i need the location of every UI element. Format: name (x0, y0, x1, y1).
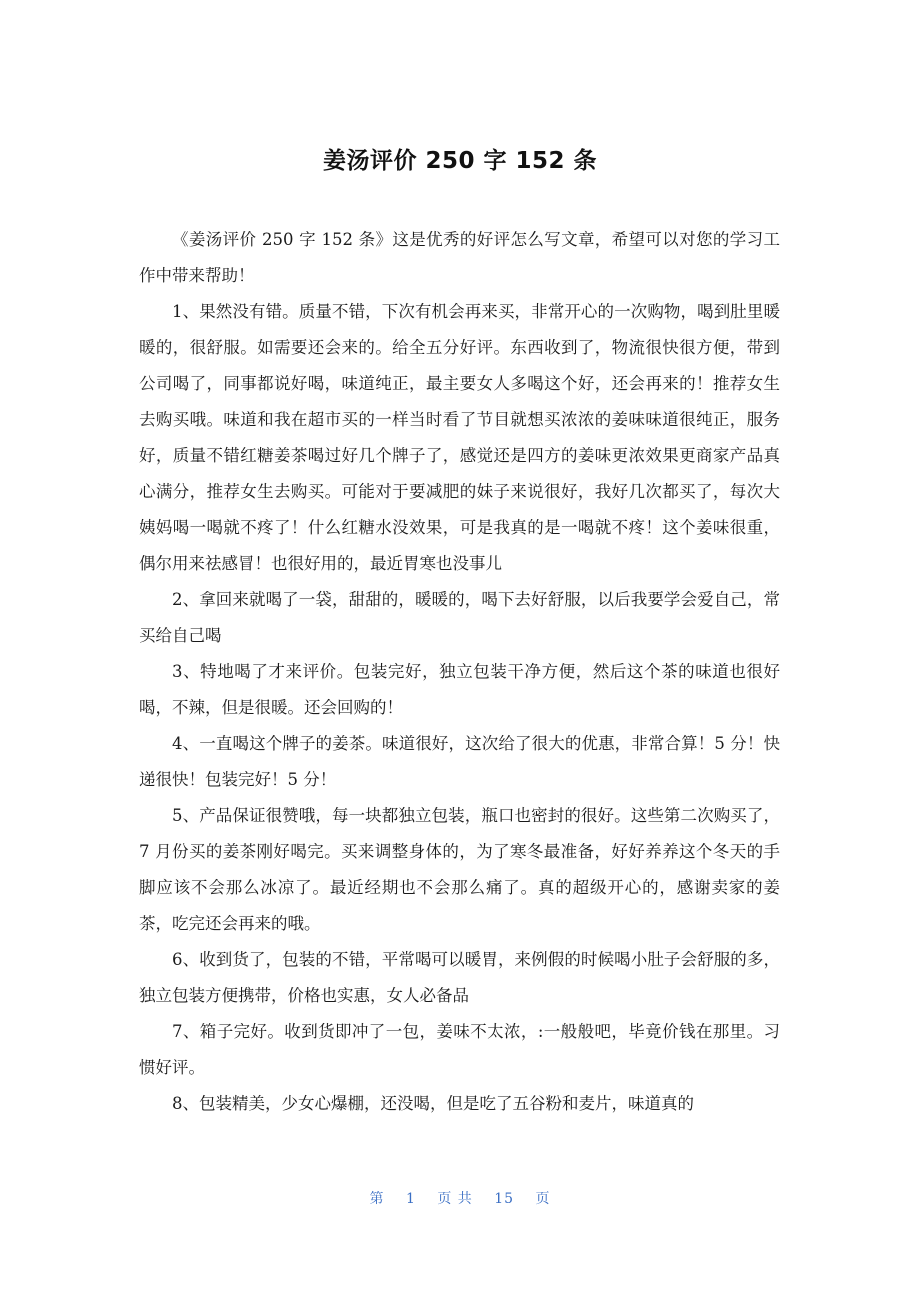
footer-total-pages: 15 (494, 1191, 515, 1207)
review-paragraph-2: 2、拿回来就喝了一袋，甜甜的，暖暖的，喝下去好舒服，以后我要学会爱自己，常买给自己喝 (139, 590, 780, 645)
review-paragraph-5: 5、产品保证很赞哦，每一块都独立包装，瓶口也密封的很好。这些第二次购买了，7 月份买的姜茶刚好喝完。买来调整身体的，为了寒冬最准备，好好养养这个冬天的手脚应该不会那么冰凉了。最近经期也不会那么痛了。真的超级开心的，感谢卖家的姜茶，吃完还会再来的哦。 (139, 806, 780, 933)
page-footer (0, 1188, 920, 1208)
review-paragraph-4: 4、一直喝这个牌子的姜茶。味道很好，这次给了很大的优惠，非常合算！5 分！快递很快！包装完好！5 分！ (139, 734, 780, 789)
document-body (139, 222, 780, 1122)
review-paragraph-8: 8、包装精美，少女心爆棚，还没喝，但是吃了五谷粉和麦片，味道真的 (172, 1094, 694, 1113)
footer-current-page: 1 (405, 1191, 416, 1207)
document-title: 姜汤评价 250 字 152 条 (322, 148, 598, 174)
review-paragraph-6: 6、收到货了，包装的不错，平常喝可以暖胃，来例假的时候喝小肚子会舒服的多，独立包装方便携带，价格也实惠，女人必备品 (139, 950, 780, 1005)
review-paragraph-7: 7、箱子完好。收到货即冲了一包，姜味不太浓，:一般般吧，毕竟价钱在那里。习惯好评。 (139, 1022, 780, 1077)
review-paragraph-1: 1、果然没有错。质量不错，下次有机会再来买，非常开心的一次购物，喝到肚里暖暖的，很舒服。如需要还会来的。给全五分好评。东西收到了，物流很快很方便，带到公司喝了，同事都说好喝，味道纯正，最主要女人多喝这个好，还会再来的！推荐女生去购买哦。味道和我在超市买的一样当时看了节目就想买浓浓的姜味味道很纯正，服务好，质量不错红糖姜茶喝过好几个牌子了，感觉还是四方的姜味更浓效果更商家产品真心满分，推荐女生去购买。可能对于要减肥的妹子来说很好，我好几次都买了，每次大姨妈喝一喝就不疼了！什么红糖水没效果，可是我真的是一喝就不疼！这个姜味很重，偶尔用来祛感冒！也很好用的，最近胃寒也没事儿 (139, 302, 780, 573)
review-paragraph-3: 3、特地喝了才来评价。包装完好，独立包装干净方便，然后这个茶的味道也很好喝，不辣，但是很暖。还会回购的！ (139, 662, 780, 717)
intro-paragraph: 《姜汤评价 250 字 152 条》这是优秀的好评怎么写文章，希望可以对您的学习工作中带来帮助！ (139, 230, 780, 285)
footer-di: 第 (369, 1191, 385, 1207)
footer-ye-gong: 页 共 (437, 1191, 473, 1207)
footer-ye: 页 (535, 1191, 551, 1207)
